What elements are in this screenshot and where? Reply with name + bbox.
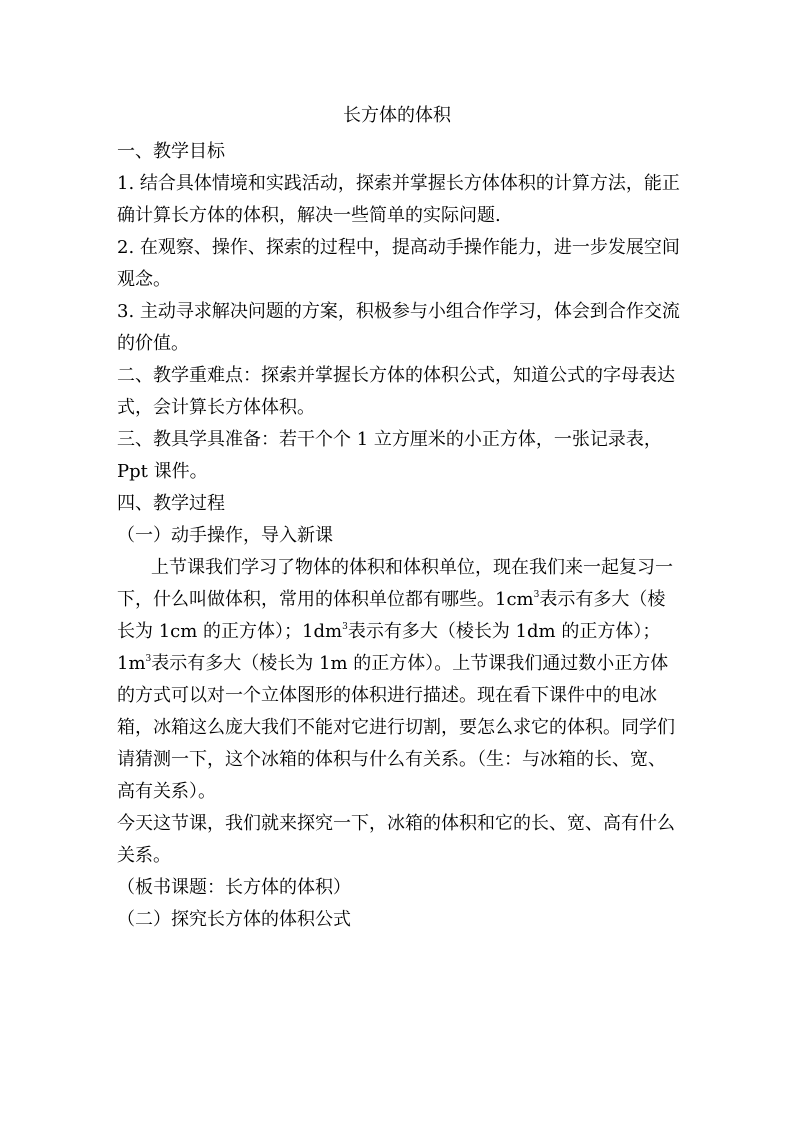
exponent-dm: 3: [342, 622, 348, 632]
intro-text-4: 表示有多大（棱长为 1m 的正方体）。上节课我们通过数小正方体的方式可以对一个立体图形的体积进行描述。现在看下课件中的电冰箱，冰箱这么庞大我们不能对它进行切割，要怎么求它的体积。同学们请猜测一下，这个冰箱的体积与什么有关系。（生：与冰箱的长、宽、高有关系）。: [117, 653, 675, 802]
goal-item-3: 3. 主动寻求解决问题的方案，积极参与小组合作学习，体会到合作交流的价值。: [117, 301, 680, 354]
unit-m-text: 1m: [117, 653, 146, 674]
section-heading-teaching-goals: 一、教学目标: [117, 141, 225, 162]
materials-paragraph: 三、教具学具准备：若干个个 1 立方厘米的小正方体，一张记录表，Ppt 课件。: [117, 429, 662, 482]
intro-text-1: 上节课我们学习了物体的体积和体积单位，现在我们来一起复习一下，什么叫做体积，常用的体积单位都有哪些。: [117, 557, 673, 610]
key-points-paragraph: 二、教学重难点：探索并掌握长方体的体积公式，知道公式的字母表达式，会计算长方体体积。: [117, 365, 675, 418]
unit-dm-text: 1dm: [302, 621, 343, 642]
unit-cm3: [495, 589, 539, 610]
exponent-cm: 3: [533, 590, 540, 600]
unit-dm3: [302, 621, 348, 642]
board-title-note: （板书课题：长方体的体积）: [117, 877, 351, 898]
document-title: 长方体的体积: [343, 105, 451, 126]
goal-item-1: 1. 结合具体情境和实践活动，探索并掌握长方体体积的计算方法，能正确计算长方体的体积，解决一些简单的实际问题.: [117, 173, 680, 226]
section-heading-teaching-process: 四、教学过程: [117, 493, 225, 514]
intro-text-2: 表示有多大（棱长为 1cm 的正方体）；: [117, 589, 666, 642]
intro-text-3: 表示有多大（棱长为 1dm 的正方体）；: [347, 621, 661, 642]
subsection-heading-formula: （二）探究长方体的体积公式: [117, 909, 351, 930]
today-paragraph: 今天这节课，我们就来探究一下，冰箱的体积和它的长、宽、高有什么关系。: [117, 813, 675, 866]
intro-paragraph: [117, 552, 681, 808]
exponent-m: 3: [145, 654, 152, 664]
unit-m3: [117, 653, 151, 674]
unit-cm-text: 1cm: [495, 589, 534, 610]
goal-item-2: 2. 在观察、操作、探索的过程中，提高动手操作能力，进一步发展空间观念。: [117, 237, 680, 290]
document-body: [117, 136, 681, 936]
subsection-heading-hands-on: （一）动手操作，导入新课: [117, 525, 333, 546]
